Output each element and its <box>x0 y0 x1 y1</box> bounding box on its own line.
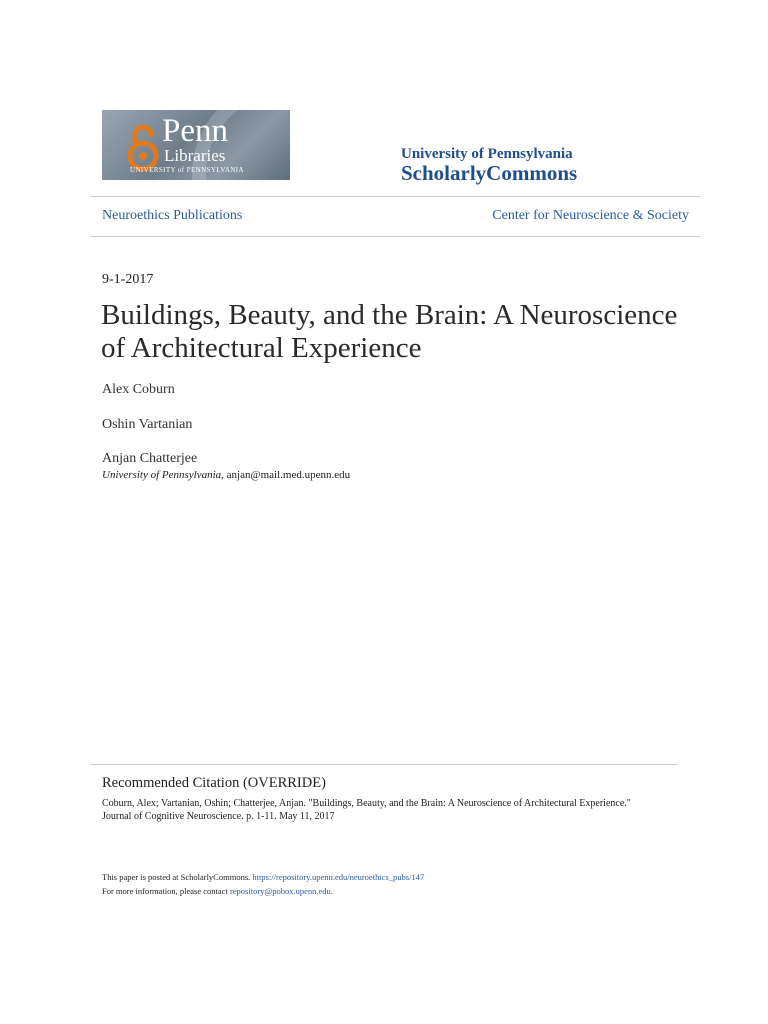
penn-libraries-logo[interactable] <box>102 110 290 180</box>
nav-bottom-divider <box>90 236 700 237</box>
logo-libraries-text: Libraries <box>164 146 226 165</box>
article-title: Buildings, Beauty, and the Brain: A Neuroscience of Architectural Experience <box>101 299 678 364</box>
center-neuroscience-society-link[interactable]: Center for Neuroscience & Society <box>492 208 689 223</box>
publication-date: 9-1-2017 <box>102 272 154 287</box>
author-name[interactable]: Oshin Vartanian <box>102 417 193 432</box>
repository-university[interactable]: University of Pennsylvania <box>401 146 573 162</box>
repository-name[interactable]: ScholarlyCommons <box>401 161 578 185</box>
neuroethics-publications-link[interactable]: Neuroethics Publications <box>102 208 243 223</box>
author-name[interactable]: Alex Coburn <box>102 382 175 397</box>
logo-penn-text: Penn <box>162 113 228 149</box>
contact-prefix: For more information, please contact <box>102 886 230 896</box>
affiliation-email: , anjan@mail.med.upenn.edu <box>221 469 351 481</box>
author-name[interactable]: Anjan Chatterjee <box>102 451 198 466</box>
logo-university-text: UNIVERSITY of PENNSYLVANIA <box>130 166 244 174</box>
open-access-lock-icon <box>126 122 160 172</box>
citation-divider <box>90 764 678 765</box>
citation-text <box>102 797 682 823</box>
contact-suffix: . <box>330 886 333 896</box>
citation-heading: Recommended Citation (OVERRIDE) <box>102 775 326 791</box>
nav-top-divider <box>90 196 700 197</box>
citation-line: Journal of Cognitive Neuroscience. p. 1-11. May 11, 2017 <box>102 811 335 822</box>
repository-url-link[interactable]: https://repository.upenn.edu/neuroethics_pubs/147 <box>252 872 425 882</box>
contact-email-link[interactable]: repository@pobox.upenn.edu <box>229 886 331 896</box>
posted-notice <box>102 872 424 883</box>
affiliation-institution: University of Pennsylvania <box>102 469 222 481</box>
citation-line: Coburn, Alex; Vartanian, Oshin; Chatterjee, Anjan. "Buildings, Beauty, and the Brain: A Neuroscience of Architectural Experience." <box>102 798 631 809</box>
author-affiliation <box>102 468 350 482</box>
posted-prefix: This paper is posted at ScholarlyCommons. <box>102 872 253 882</box>
contact-notice <box>102 886 333 897</box>
